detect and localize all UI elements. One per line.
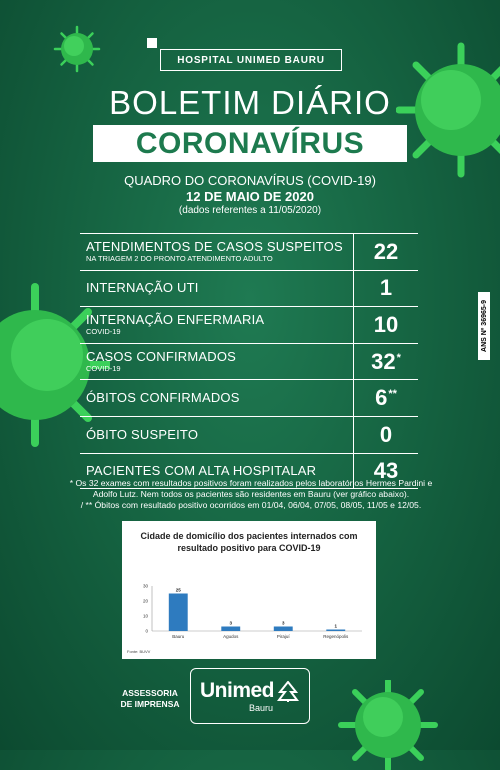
logo-city: Bauru	[249, 703, 274, 713]
stat-sublabel: COVID-19	[86, 327, 121, 337]
chart-bar	[169, 594, 188, 632]
stat-label: CASOS CONFIRMADOS	[86, 349, 237, 365]
virus-illustration-bottom-right	[338, 680, 438, 770]
footnote-line: / ** Óbitos com resultado positivo ocorridos em 01/04, 06/04, 07/05, 08/05, 11/05 e 12/05.	[80, 500, 422, 510]
stat-value: 22	[373, 238, 399, 264]
x-tick-label: Pirajuí	[276, 634, 290, 639]
stat-row-deaths	[80, 379, 418, 416]
stat-value: 10	[373, 311, 399, 337]
bar-value-label: 25	[175, 587, 181, 593]
stat-label: ÓBITO SUSPEITO	[86, 426, 199, 442]
coronavirus-title: CORONAVÍRUS	[135, 126, 365, 160]
y-tick-label: 0	[145, 628, 148, 634]
chart-title: Cidade de domicílio dos pacientes internados com resultado positivo para COVID-19	[140, 531, 358, 553]
chart-plot	[122, 521, 376, 659]
ans-register: ANS Nº 36965-9	[480, 300, 488, 352]
bar-value-label: 3	[229, 620, 233, 626]
stat-value: 32	[371, 348, 396, 374]
x-tick-label: Agudos	[223, 634, 239, 639]
stat-value: 0	[379, 421, 393, 447]
unimed-logo	[190, 668, 310, 724]
stat-value: 1	[379, 275, 393, 301]
bar-value-label: 3	[281, 620, 285, 626]
stat-row-suspect-cases	[80, 233, 418, 270]
y-tick-label: 10	[142, 613, 148, 619]
stat-label: INTERNAÇÃO ENFERMARIA	[86, 312, 265, 328]
footnote-line: Adolfo Lutz. Nem todos os pacientes são residentes em Bauru (ver gráfico abaixo).	[92, 489, 410, 499]
footnote-line: * Os 32 exames com resultados positivos foram realizados pelos laboratórios Hermes Pardini e	[69, 478, 433, 488]
stat-label: PACIENTES COM ALTA HOSPITALAR	[86, 462, 317, 478]
stat-row-suspect-death	[80, 416, 418, 453]
x-tick-label: Bauru	[172, 634, 185, 639]
stat-label: ÓBITOS CONFIRMADOS	[86, 390, 240, 406]
stat-label: INTERNAÇÃO UTI	[86, 280, 199, 296]
x-tick-label: Regenópolis	[323, 634, 349, 639]
footnote-mark: *	[396, 351, 401, 364]
hospital-label: HOSPITAL UNIMED BAURU	[160, 49, 342, 71]
y-tick-label: 30	[142, 583, 148, 589]
ans-register-badge	[478, 292, 490, 360]
bar-value-label: 1	[334, 623, 338, 629]
stat-label: ATENDIMENTOS DE CASOS SUSPEITOS	[86, 239, 343, 255]
stat-row-ward	[80, 306, 418, 343]
footnote-mark: **	[388, 388, 397, 401]
virus-illustration-top-left	[52, 24, 102, 74]
reference-date: (dados referentes a 11/05/2020)	[178, 205, 322, 216]
press-office-line: DE IMPRENSA	[120, 699, 180, 709]
city-chart	[122, 521, 376, 659]
stat-value: 6	[375, 385, 388, 411]
chart-bar	[221, 627, 240, 632]
stat-sublabel: NA TRIAGEM 2 DO PRONTO ATENDIMENTO ADULTO	[86, 254, 273, 264]
chart-bar	[274, 627, 293, 632]
press-office-label	[110, 688, 190, 710]
corner-mark	[147, 38, 157, 48]
stat-row-confirmed	[80, 343, 418, 380]
chart-bar	[326, 630, 345, 632]
logo-name: Unimed	[200, 679, 275, 702]
unimed-tree-icon	[277, 681, 299, 703]
stat-value: 43	[373, 457, 399, 483]
y-tick-label: 20	[142, 598, 148, 604]
stats-table	[80, 233, 418, 489]
bulletin-title: BOLETIM DIÁRIO	[109, 84, 391, 121]
press-office-line: ASSESSORIA	[122, 688, 178, 698]
bulletin-date: 12 DE MAIO DE 2020	[186, 189, 314, 204]
subtitle: QUADRO DO CORONAVÍRUS (COVID-19)	[124, 173, 376, 188]
stat-sublabel: COVID-19	[86, 364, 121, 374]
footnotes	[66, 478, 436, 511]
stat-row-icu	[80, 270, 418, 307]
chart-source: Fonte: BUVV	[127, 649, 151, 654]
title-banner	[93, 125, 407, 162]
